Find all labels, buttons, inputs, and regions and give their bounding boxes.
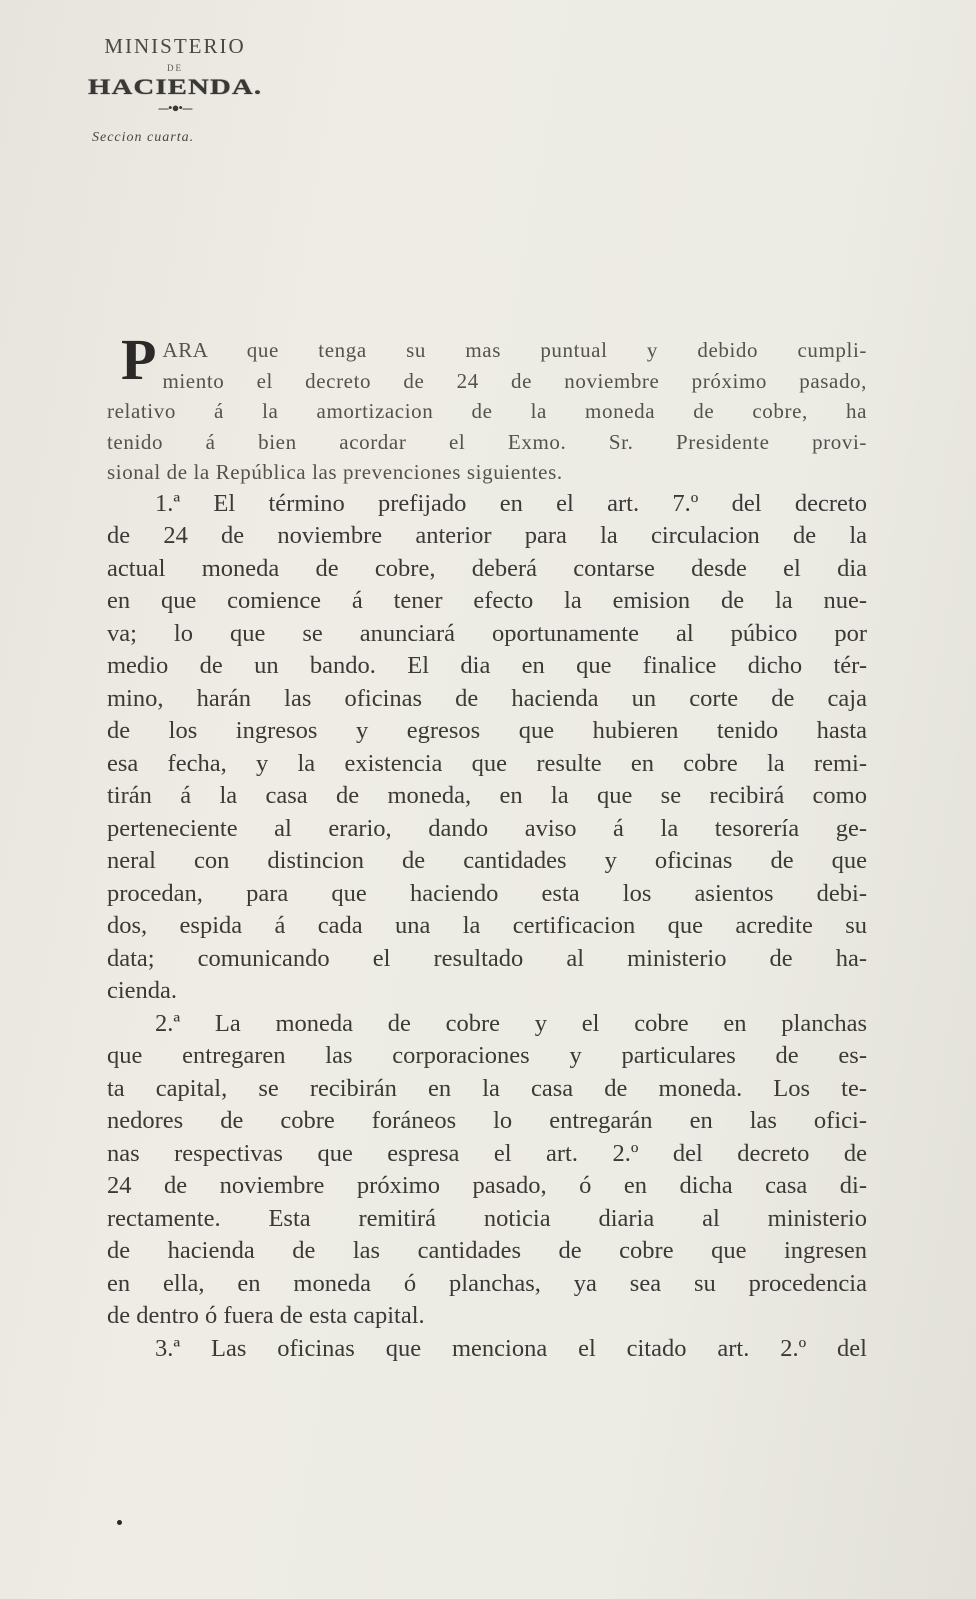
text-line: nas respectivas que espresa el art. 2.º del decreto de xyxy=(107,1139,867,1167)
text-line: tenido á bien acordar el Exmo. Sr. Presidente provi- xyxy=(107,429,867,454)
text-line: 3.ª Las oficinas que menciona el citado art. 2.º del xyxy=(155,1334,867,1362)
text-line: va; lo que se anunciará oportunamente al púbico por xyxy=(107,619,867,647)
text-line: relativo á la amortizacion de la moneda de cobre, ha xyxy=(107,399,867,423)
document-header xyxy=(40,34,310,146)
text-line: procedan, para que haciendo esta los asientos debi- xyxy=(107,879,867,907)
text-line: que entregaren las corporaciones y particulares de es- xyxy=(107,1042,867,1069)
text-line: ta capital, se recibirán en la casa de moneda. Los te- xyxy=(107,1074,867,1102)
article-3 xyxy=(107,1333,867,1366)
text-line: data; comunicando el resultado al ministerio de ha- xyxy=(107,944,867,972)
text-line: actual moneda de cobre, deberá contarse desde el dia xyxy=(107,554,867,582)
text-line: en que comience á tener efecto la emision de la nue- xyxy=(107,587,867,614)
article-2 xyxy=(107,1008,867,1333)
text-line: de 24 de noviembre anterior para la circulacion de la xyxy=(107,522,867,549)
text-line: neral con distincion de cantidades y oficinas de que xyxy=(107,847,867,874)
text-line: de los ingresos y egresos que hubieren tenido hasta xyxy=(107,717,867,744)
text-line: 24 de noviembre próximo pasado, ó en dicha casa di- xyxy=(107,1172,867,1199)
drop-cap: P xyxy=(121,327,157,392)
section-label: Seccion cuarta. xyxy=(92,130,195,145)
text-line: tirán á la casa de moneda, en la que se recibirá como xyxy=(107,782,867,809)
text-line: rectamente. Esta remitirá noticia diaria al ministerio xyxy=(107,1204,867,1232)
department-title: HACIENDA. xyxy=(87,74,263,100)
text-line: 2.ª La moneda de cobre y el cobre en planchas xyxy=(155,1009,867,1037)
text-line: en ella, en moneda ó planchas, ya sea su procedencia xyxy=(107,1269,867,1297)
text-line: ARA que tenga su mas puntual y debido cumpli- xyxy=(162,338,867,362)
text-line: nedores de cobre foráneos lo entregarán en las ofici- xyxy=(107,1107,867,1134)
text-line: perteneciente al erario, dando aviso á la tesorería ge- xyxy=(107,814,867,842)
text-line: 1.ª El término prefijado en el art. 7.º del decreto xyxy=(155,489,867,517)
article-1 xyxy=(107,488,867,1008)
text-line: miento el decreto de 24 de noviembre próximo pasado, xyxy=(162,368,867,393)
text-line: mino, harán las oficinas de hacienda un corte de caja xyxy=(107,684,867,712)
text-line: esa fecha, y la existencia que resulte en cobre la remi- xyxy=(107,749,867,777)
document-body xyxy=(107,327,867,1365)
text-line: dos, espida á cada una la certificacion que acredite su xyxy=(107,912,867,939)
text-line: medio de un bando. El dia en que finalice dicho tér- xyxy=(107,652,867,679)
ministry-title: MINISTERIO xyxy=(104,34,246,58)
text-line: de dentro ó fuera de esta capital. xyxy=(107,1302,425,1329)
text-line: sional de la República las prevenciones siguientes. xyxy=(107,460,563,484)
ink-dot xyxy=(117,1520,122,1525)
ornament-divider: ---•●•--- xyxy=(158,100,192,115)
text-line: cienda. xyxy=(107,977,178,1004)
ministry-de: DE xyxy=(167,63,183,73)
text-line: de hacienda de las cantidades de cobre que ingresen xyxy=(107,1237,867,1264)
intro-paragraph xyxy=(107,327,867,488)
